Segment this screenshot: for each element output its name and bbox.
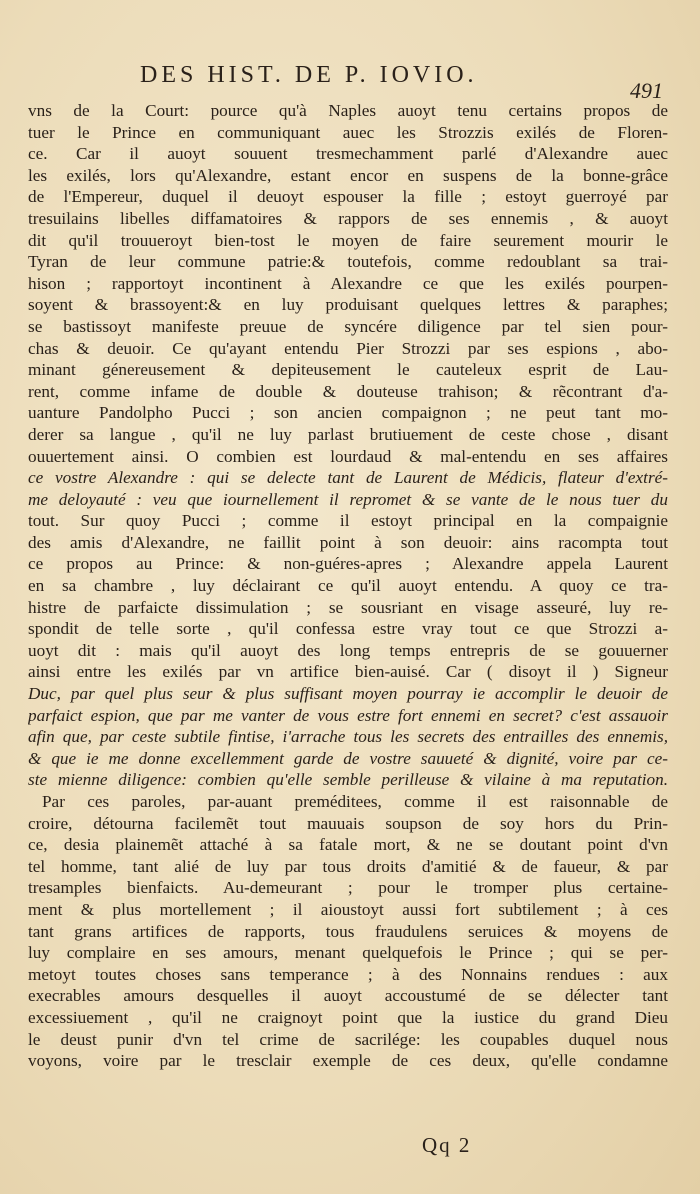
text-line: en sa chambre , luy déclairant ce qu'il auoyt entendu. A quoy ce tra- [28, 576, 668, 596]
text-line: des amis d'Alexandre, ne faillit point à son deuoir: ains racompta tout [28, 532, 668, 552]
text-line: Tyran de leur commune patrie:& toutefois, comme redoublant sa trai- [28, 252, 668, 272]
text-line: tuer le Prince en communiquant auec les Strozzis exilés de Floren- [28, 122, 668, 142]
text-line: croire, détourna facilemẽt tout mauuais soupson de soy hors du Prin- [28, 813, 668, 833]
text-line: tout. Sur quoy Pucci ; comme il estoyt principal en la compaignie [28, 511, 668, 531]
text-line: les exilés, lors qu'Alexandre, estant encor en suspens de la bonne-grâce [28, 165, 668, 185]
text-line: hison ; rapportoyt incontinent à Alexandre ce que les exilés pourpen- [28, 273, 668, 293]
text-line: Duc, par quel plus seur & plus suffisant moyen pourray ie accomplir le deuoir de [28, 684, 668, 704]
text-line: minant génereusement & depiteusement le cauteleux esprit de Lau- [28, 360, 668, 380]
signature-mark: Qq 2 [422, 1133, 472, 1157]
text-line: ce, desia plainemẽt attaché à sa fatale mort, & ne se doutant point d'vn [28, 835, 668, 855]
text-line: chas & deuoir. Ce qu'ayant entendu Pier Strozzi par ses espions , abo- [28, 338, 668, 358]
text-line: le deust punir d'vn tel crime de sacrilége: les coupables duquel nous [28, 1029, 668, 1049]
text-line: ce. Car il auoyt souuent tresmechamment parlé d'Alexandre auec [28, 144, 668, 164]
text-line: tel homme, tant alié de luy par tous droits d'amitié & de faueur, & par [28, 856, 668, 876]
text-line: ce vostre Alexandre : qui se delecte tant de Laurent de Médicis, flateur d'extré- [28, 468, 668, 488]
text-line: rent, comme infame de double & douteuse trahison; & rẽcontrant d'a- [28, 381, 668, 401]
text-line: vns de la Court: pource qu'à Naples auoyt tenu certains propos de [28, 101, 668, 120]
text-line: execrables amours desquelles il auoyt accoustumé de se délecter tant [28, 986, 668, 1006]
text-line: soyent & brassoyent:& en luy produisant quelques lettres & paraphes; [28, 295, 668, 315]
page-number: 491 [630, 78, 663, 103]
text-line: histre de parfaicte dissimulation ; se sousriant en visage asseuré, luy re- [28, 597, 668, 617]
text-line: tresamples bienfaicts. Au-demeurant ; pour le tromper plus certaine- [28, 878, 668, 898]
text-line: afin que, par ceste subtile fintise, i'arrache tous les secrets des entrailles des ennemis, [28, 727, 668, 747]
text-line: ouuertement ainsi. O combien est lourdaud & mal-entendu en ses affaires [28, 446, 668, 466]
text-line: & que ie me donne excellemment garde de vostre sauueté & dignité, voire par ce- [28, 748, 668, 768]
text-line: me deloyauté : veu que iournellement il repromet & se vante de le nous tuer du [28, 489, 668, 509]
text-line: tresuilains libelles diffamatoires & rappors de ses ennemis , & auoyt [28, 208, 668, 228]
text-line: ment & plus mortellement ; il aioustoyt aussi fort subtilement ; à ces [28, 899, 668, 919]
text-line: se bastissoyt manifeste preuue de syncére diligence par tel sien pour- [28, 316, 668, 336]
text-line: metoyt toutes choses sans temperance ; à des Nonnains rendues : aux [28, 964, 668, 984]
text-line: excessiuement , qu'il ne craignoyt point que la iustice du grand Dieu [28, 1007, 668, 1027]
text-line: uanture Pandolpho Pucci ; son ancien compaignon ; ne peut tant mo- [28, 403, 668, 423]
text-line: dit qu'il trouueroyt bien-tost le moyen de faire seurement mourir le [28, 230, 668, 250]
text-line: derer sa langue , qu'il ne luy parlast brutiuement de ceste chose , disant [28, 424, 668, 444]
text-line: ste mienne diligence: combien qu'elle semble perilleuse & vilaine à ma reputation. [28, 770, 668, 790]
text-line: de l'Empereur, duquel il deuoyt espouser la fille ; estoyt guerroyé par [28, 187, 668, 207]
body-text [28, 100, 668, 1072]
text-line: Par ces paroles, par-auant preméditees, comme il est raisonnable de [42, 792, 668, 811]
text-line: uoyt dit : mais qu'il auoyt des long temps entrepris de se gouuerner [28, 640, 668, 660]
text-line: ainsi entre les exilés par vn artifice bien-auisé. Car ( disoyt il ) Signeur [28, 662, 668, 682]
text-line: parfaict espion, que par me vanter de vous estre fort ennemi en secret? c'est assauoir [28, 705, 668, 725]
text-line: voyons, voire par le tresclair exemple de ces deux, qu'elle condamne [28, 1051, 668, 1071]
text-line: luy complaire en ses amours, menant quelquefois le Prince ; qui se per- [28, 943, 668, 963]
text-line: spondit de telle sorte , qu'il confessa estre vray tout ce que Strozzi a- [28, 619, 668, 639]
running-title: DES HIST. DE P. IOVIO. [140, 62, 478, 88]
text-line: tant grans artifices de rapports, tous fraudulens seruices & moyens de [28, 921, 668, 941]
text-line: ce propos au Prince: & non-guéres-apres ; Alexandre appela Laurent [28, 554, 668, 574]
